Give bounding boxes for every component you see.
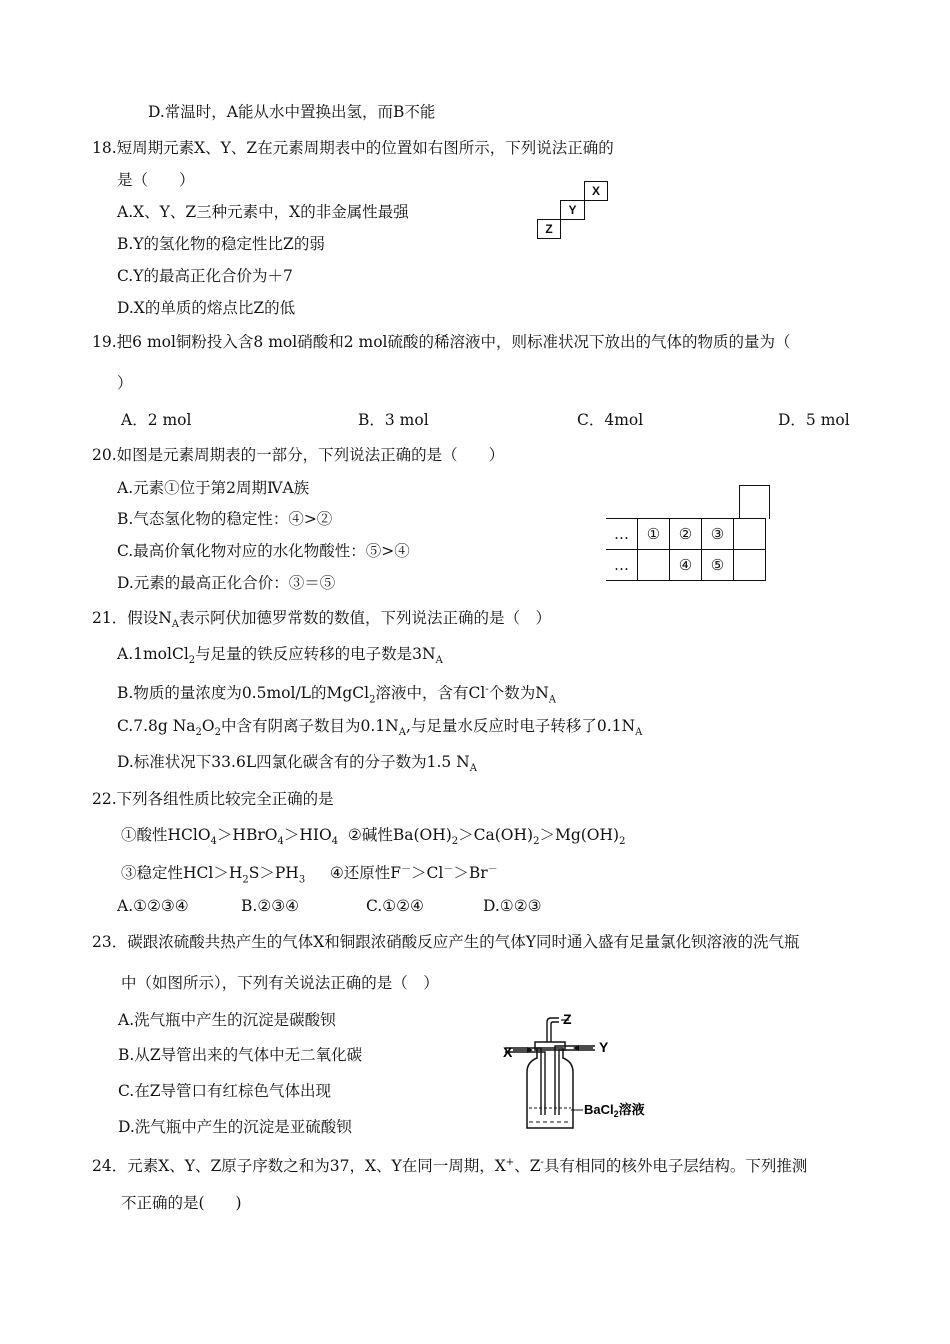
q20-cell-r2c2 — [638, 550, 670, 581]
q19-stem-cont: ） — [117, 374, 133, 392]
q18-stem: 18.短周期元素X、Y、Z在元素周期表中的位置如右图所示，下列说法正确的 — [92, 139, 614, 157]
q18-option-d[interactable]: D.X的单质的熔点比Z的低 — [117, 299, 296, 317]
q20-cell-r2c1: … — [606, 550, 638, 581]
q23-label-z: Z — [563, 1011, 572, 1027]
q18-gap — [584, 200, 585, 201]
q22-stem: 22.下列各组性质比较完全正确的是 — [92, 790, 334, 808]
q22-option-b[interactable]: B.②③④ — [241, 897, 300, 915]
q20-top-cell — [739, 485, 770, 519]
q20-cell-3: ③ — [702, 519, 734, 550]
q22-option-d[interactable]: D.①②③ — [483, 897, 542, 915]
q22-option-c[interactable]: C.①②④ — [366, 897, 424, 915]
q21-option-c[interactable]: C.7.8g $Na_2O_2$中含有阴离子数目为$0.1N_A$,与足量水反应时电子转移了$0.1N_A$ — [117, 717, 643, 739]
q20-cell-1: ① — [638, 519, 670, 550]
q18-stem-cont: 是（ ） — [117, 171, 195, 189]
q18-option-c[interactable]: C.Y的最高正化合价为＋7 — [117, 267, 293, 285]
q23-option-c[interactable]: C.在Z导管口有红棕色气体出现 — [118, 1082, 332, 1100]
q21-option-d[interactable]: D.标准状况下33.6L四氯化碳含有的分子数为1.5 $N_A$ — [117, 753, 477, 775]
q23-stem: 23．碳跟浓硫酸共热产生的气体X和铜跟浓硝酸反应产生的气体Y同时通入盛有足量氯化钡溶液的洗气瓶 — [92, 933, 800, 951]
q20-cell-2: ② — [670, 519, 702, 550]
q19-option-a[interactable]: A．2 mol — [121, 411, 192, 429]
q18-cell-z: Z — [537, 219, 561, 239]
q18-cell-x: X — [584, 181, 608, 201]
q20-cell-r1c1: … — [606, 519, 638, 550]
q23-label-y: Y — [599, 1039, 609, 1055]
q22-option-a[interactable]: A.①②③④ — [117, 897, 189, 915]
q20-option-c[interactable]: C.最高价氧化物对应的水化物酸性：⑤>④ — [117, 542, 410, 560]
q20-option-a[interactable]: A.元素①位于第2周期ⅣA族 — [117, 479, 310, 497]
q23-stem-cont: 中（如图所示），下列有关说法正确的是（ ） — [121, 974, 439, 992]
q23-option-b[interactable]: B.从Z导管出来的气体中无二氧化碳 — [118, 1046, 363, 1064]
q20-table — [606, 518, 766, 581]
q18-cell-y: Y — [560, 200, 585, 220]
q18-option-a[interactable]: A.X、Y、Z三种元素中，X的非金属性最强 — [117, 203, 409, 221]
q19-option-c[interactable]: C．4mol — [577, 411, 644, 429]
q23-label-x: X — [503, 1044, 513, 1060]
q21-option-a[interactable]: A.1molCl$_2$与足量的铁反应转移的电子数是$3N_A$ — [117, 645, 443, 667]
q20-stem: 20.如图是元素周期表的一部分，下列说法正确的是（ ） — [92, 446, 505, 464]
q22-line-1: ①酸性$HClO_4>HBrO_4>HIO_4$ ②碱性$Ba(OH)_2>Ca(OH)_2>Mg(OH)_2$ — [121, 826, 626, 848]
q20-option-b[interactable]: B.气态氢化物的稳定性：④>② — [117, 510, 333, 528]
q23-label-solution: BaCl$_2$溶液 — [584, 1102, 645, 1119]
q19-option-b[interactable]: B．3 mol — [358, 411, 429, 429]
q23-option-a[interactable]: A.洗气瓶中产生的沉淀是碳酸钡 — [118, 1011, 336, 1029]
q20-option-d[interactable]: D.元素的最高正化合价：③＝⑤ — [117, 574, 336, 592]
q21-stem: 21．假设$N_A$表示阿伏加德罗常数的数值，下列说法正确的是（ ） — [92, 609, 552, 631]
q18-option-b[interactable]: B.Y的氢化物的稳定性比Z的弱 — [117, 235, 325, 253]
q20-cell-r1c5 — [734, 519, 766, 550]
q20-cell-4: ④ — [670, 550, 702, 581]
q21-option-b[interactable]: B.物质的量浓度为0.5mol/L的MgCl$_2$溶液中，含有Cl-个数为$N_A$ — [117, 684, 556, 706]
q24-stem: 24．元素X、Y、Z原子序数之和为37，X、Y在同一周期，X+、Z-具有相同的核外电子层结构。下列推测 — [92, 1157, 808, 1176]
q20-cell-r2c5 — [734, 550, 766, 581]
q23-gas-washing-bottle-figure — [495, 1010, 675, 1135]
q22-line-2: ③稳定性$HCl>H_2S>PH_3$ ④还原性F－＞Cl－＞Br－ — [121, 864, 498, 886]
q17-option-d: D.常温时，A能从水中置换出氢，而B不能 — [148, 103, 436, 121]
q24-stem-cont: 不正确的是( ) — [121, 1194, 242, 1212]
q23-bottle — [527, 1048, 573, 1128]
q20-cell-5: ⑤ — [702, 550, 734, 581]
q19-stem: 19.把6 mol铜粉投入含8 mol硝酸和2 mol硫酸的稀溶液中，则标准状况下放出的气体的物质的量为（ — [92, 333, 791, 351]
q19-option-d[interactable]: D．5 mol — [778, 411, 850, 429]
q23-option-d[interactable]: D.洗气瓶中产生的沉淀是亚硫酸钡 — [118, 1118, 352, 1136]
